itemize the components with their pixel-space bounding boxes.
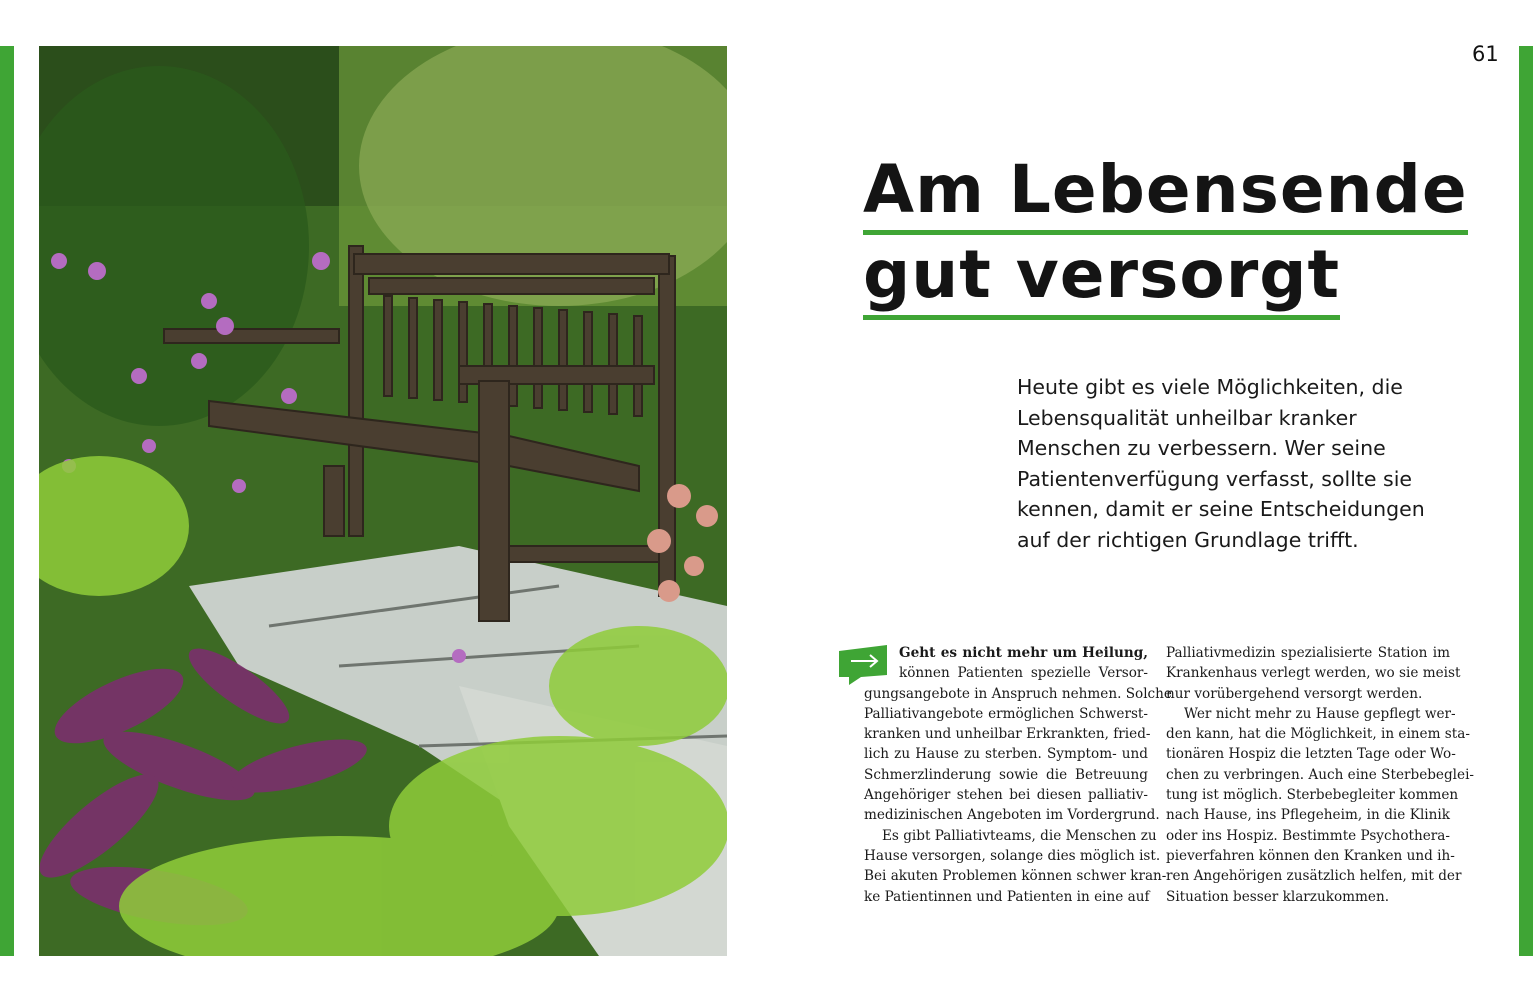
intro-line: Menschen zu verbessern. Wer seine <box>1017 436 1386 460</box>
body-lead <box>864 643 1148 663</box>
page-title-line-1: Am Lebensende <box>863 150 1468 235</box>
body-line: Angehöriger stehen bei diesen palliativ- <box>864 787 1148 804</box>
body-line: ren Angehörigen zusätzlich helfen, mit der <box>1166 868 1462 885</box>
body-line: Schmerzlinderung sowie die Betreuung <box>864 766 1148 783</box>
page-number: 61 <box>1472 42 1499 66</box>
body-line: Situation besser klarzukommen. <box>1166 888 1390 905</box>
page-title <box>863 150 1468 320</box>
body-line: kranken und unheilbar Erkrankten, fried- <box>864 726 1151 743</box>
body-line: gungsangebote in Anspruch nehmen. Solche <box>864 685 1172 702</box>
body-line: Palliativangebote ermöglichen Schwerst- <box>864 705 1148 722</box>
body-line: chen zu verbringen. Auch eine Sterbebeglei- <box>1166 766 1475 783</box>
intro-line: auf der richtigen Grundlage trifft. <box>1017 527 1359 552</box>
garden-bench-illustration <box>39 46 727 956</box>
body-line: Krankenhaus verlegt werden, wo sie meist <box>1166 665 1461 682</box>
body-line: nach Hause, ins Pflegeheim, in die Klinik <box>1166 807 1450 824</box>
body-line: Palliativmedizin spezialisierte Station im <box>1166 645 1450 661</box>
intro-line: kennen, damit er seine Entscheidungen <box>1017 497 1425 521</box>
body-line: nur vorübergehend versorgt werden. <box>1166 685 1423 702</box>
body-line: tung ist möglich. Sterbebegleiter kommen <box>1166 787 1459 804</box>
body-line: Es gibt Palliativteams, die Menschen zu <box>882 827 1157 844</box>
intro-paragraph <box>1017 372 1437 555</box>
body-line: Bei akuten Problemen können schwer kran- <box>864 868 1167 885</box>
body-line: oder ins Hospiz. Bestimmte Psychothera- <box>1166 827 1450 844</box>
intro-line: Lebensqualität unheilbar kranker <box>1017 405 1357 430</box>
body-line: tionären Hospiz die letzten Tage oder Wo- <box>1166 746 1456 763</box>
body-lead-bold: Geht es nicht mehr um Heilung, <box>899 645 1148 661</box>
body-line: ke Patientinnen und Patienten in eine auf <box>864 888 1150 905</box>
intro-line: Patientenverfügung verfasst, sollte sie <box>1017 466 1413 491</box>
body-line: können Patienten spezielle Versor- <box>899 665 1148 682</box>
garden-bench-photo <box>39 46 727 956</box>
body-column-right <box>1166 643 1475 907</box>
body-line: medizinischen Angeboten im Vordergrund. <box>864 807 1160 824</box>
body-column-left <box>864 643 1172 907</box>
body-line: lich zu Hause zu sterben. Symptom- und <box>864 746 1148 763</box>
intro-line: Heute gibt es viele Möglichkeiten, die <box>1017 375 1403 399</box>
right-edge-accent-bar <box>1519 46 1533 956</box>
body-line: den kann, hat die Möglichkeit, in einem sta- <box>1166 726 1470 743</box>
body-line: Wer nicht mehr zu Hause gepflegt wer- <box>1184 705 1456 722</box>
page-title-line-2: gut versorgt <box>863 235 1340 320</box>
body-line: pieverfahren können den Kranken und ih- <box>1166 847 1455 864</box>
body-line: Hause versorgen, solange dies möglich ist. <box>864 847 1161 864</box>
left-edge-accent-bar <box>0 46 14 956</box>
